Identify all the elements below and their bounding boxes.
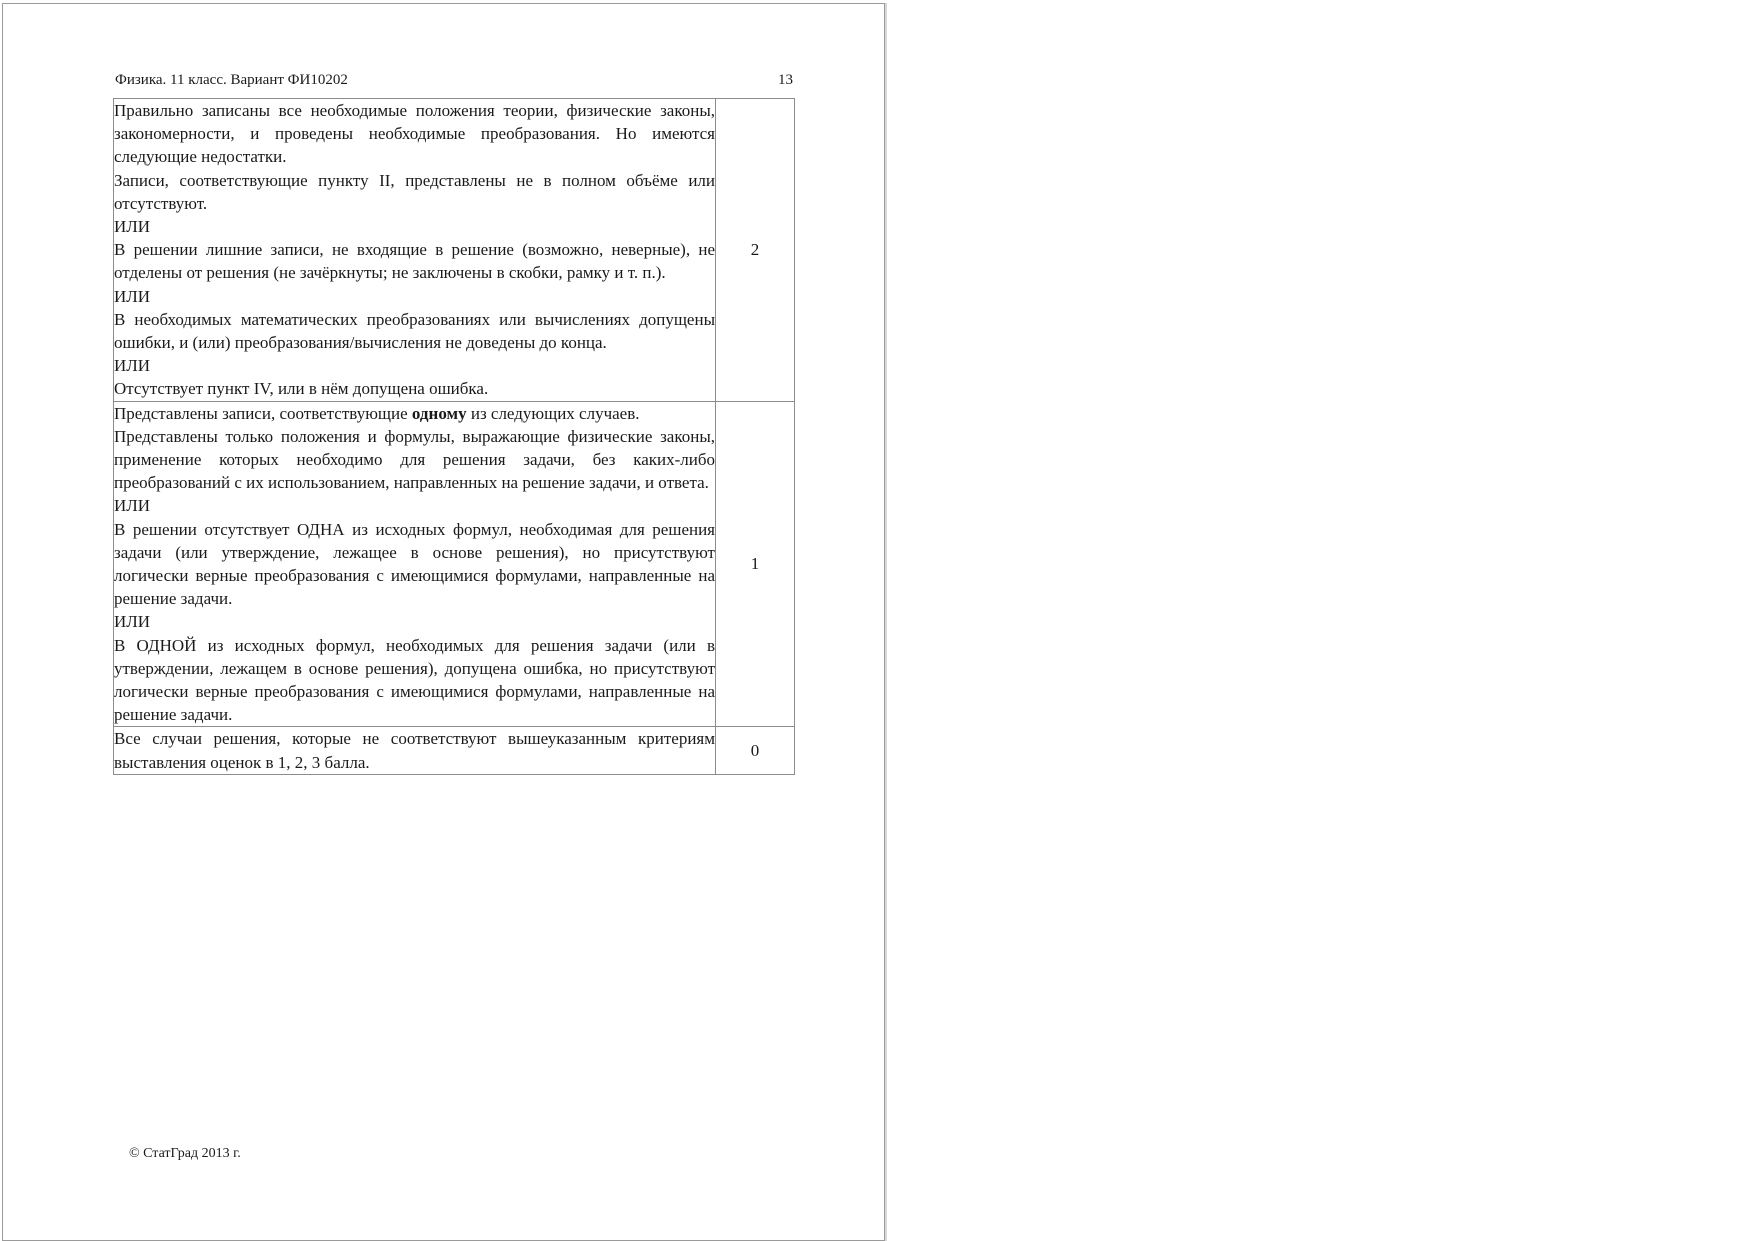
criteria-paragraph: ИЛИ [114,217,151,237]
criteria-paragraph: В решении лишние записи, не входящие в решение (возможно, неверные), не отделены от решения (не зачёркнуты; не заключены в скобки, рамку и т. п.). [114,240,715,283]
criteria-description [114,401,716,727]
criteria-paragraph: ИЛИ [114,356,151,376]
criteria-paragraph: ИЛИ [114,286,151,306]
page-number: 13 [778,72,793,88]
criteria-table [113,98,795,775]
criteria-paragraph: Все случаи решения, которые не соответствуют вышеуказанным критериям выставления оценок в 1, 2, 3 балла. [114,729,715,772]
criteria-intro [114,402,715,425]
criteria-score: 1 [716,401,795,727]
copyright-footer: © СтатГрад 2013 г. [129,1146,241,1161]
criteria-row-score-2 [114,99,795,402]
criteria-paragraph: Записи, соответствующие пункту II, представлены не в полном объёме или отсутствуют. [114,170,715,213]
criteria-paragraph: Представлены только положения и формулы, выражающие физические законы, применение которых необходимо для решения задачи, без каких-либо преобразований с их использованием, направленных на решение задачи, и ответа. [114,426,715,493]
criteria-score: 0 [716,727,795,774]
criteria-intro-start: Представлены записи, соответствующие [114,403,408,423]
document-page [2,3,885,1241]
criteria-paragraph: ИЛИ [114,612,151,632]
criteria-paragraph: ИЛИ [114,496,151,516]
criteria-paragraph: Правильно записаны все необходимые положения теории, физические законы, закономерности, и проведены необходимые преобразования. Но имеются следующие недостатки. [114,101,715,167]
criteria-row-score-0 [114,727,795,774]
criteria-paragraph: Отсутствует пункт IV, или в нём допущена ошибка. [114,379,489,399]
criteria-paragraph: В ОДНОЙ из исходных формул, необходимых для решения задачи (или в утверждении, лежащем в основе решения), допущена ошибка, но присутствуют логически верные преобразования с имеющимися формулами, направленные на решение задачи. [114,635,715,725]
criteria-description [114,99,716,402]
criteria-intro-emphasis: одному [411,403,467,423]
criteria-row-score-1 [114,401,795,727]
criteria-intro-end: из следующих случаев. [470,403,640,423]
page-header-title: Физика. 11 класс. Вариант ФИ10202 [115,72,348,88]
criteria-score: 2 [716,99,795,402]
criteria-paragraph: В решении отсутствует ОДНА из исходных формул, необходимая для решения задачи (или утверждение, лежащее в основе решения), но присутствуют логически верные преобразования с имеющимися формулами, направленные на решение задачи. [114,519,715,609]
criteria-paragraph: В необходимых математических преобразованиях или вычислениях допущены ошибки, и (или) преобразования/вычисления не доведены до конца. [114,309,715,353]
criteria-description [114,727,716,774]
